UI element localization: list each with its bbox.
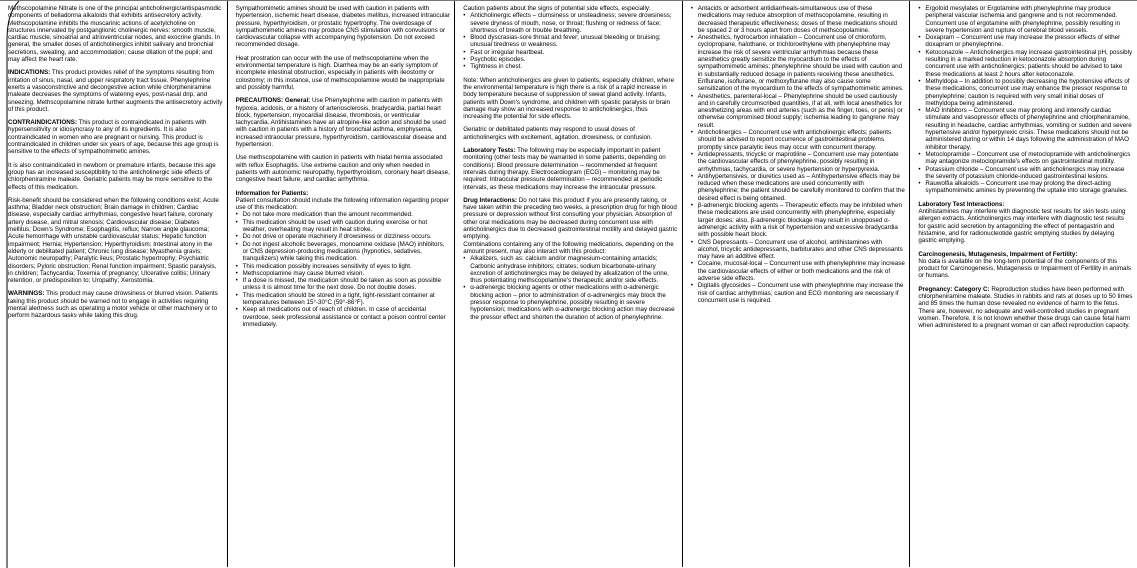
list-item: • This medication should be used with caution during exercise or hot weather, overheating may result in heat stroke. bbox=[236, 219, 451, 234]
list-item: • Metoclopramide – Concurrent use of metoclopramide with anticholinergics may antagonize metoclopramide's effects on gastrointestinal motility. bbox=[918, 151, 1133, 166]
text-column-4 bbox=[683, 1, 911, 567]
paragraph bbox=[463, 147, 678, 191]
list-item: • Rauwolfia alkaloids – Concurrent use may prolong the direct-acting sympathomimetic amines by preventing the uptake into storage granules. bbox=[918, 180, 1133, 195]
paragraph-text: This product is contraindicated in patients with hypersensitivity or idiosyncrasy to any of its ingredients. It is also contraindicated in women who are pregnant or nursing. This product is contraindicated in children under six years of age, because this age group is sensitive to the effects of sympathomimetic amines. bbox=[8, 119, 219, 156]
list-item: • Cocaine, mucosal-local – Concurrent use with phenylephrine may increase the cardiovascular effects of either or both medications and the risk of adverse side effects. bbox=[691, 260, 906, 282]
paragraph-text: Patient consultation should include the following information regarding proper use of this medication: bbox=[235, 196, 449, 212]
section-heading: INDICATIONS: bbox=[8, 69, 51, 77]
paragraph bbox=[8, 162, 223, 191]
list-item: • Methscopolamine may cause blurred vision. bbox=[236, 270, 451, 277]
section-heading: Laboratory Tests: bbox=[463, 147, 516, 155]
paragraph bbox=[8, 290, 223, 319]
bullet-list bbox=[918, 5, 1133, 195]
paragraph-text: The following may be especially important in patient monitoring (other tests may be warranted in some patients, depending on conditions): Blood pressure determination – recommended at frequent intervals during therapy. Electrocardiogram (ECG) – monitoring may be required: Intraocular pressure determination – recommended at periodic intervals, as these medications may increase the intraocular pressure. bbox=[463, 147, 666, 191]
list-item: • Doxapram – Concurrent use may increase the pressor effects of either doxapram or phenylephrine. bbox=[918, 34, 1133, 49]
list-item: • CNS Depressants – Concurrent use of alcohol, antihistamines with alcohol, tricyclic antidepressants, barbiturates and other CNS depressants may have an additive effect. bbox=[691, 239, 906, 261]
list-item: • If a dose is missed, the medication should be taken as soon as possible unless it is almost time for the next dose. Do not double doses. bbox=[236, 277, 451, 292]
list-item: • Tightness in chest. bbox=[463, 63, 678, 70]
paragraph-text: No data is available on the long-term potential of the components of this product for Carcinogenesis, Mutagenesis or Impairment of Fertility in animals or humans. bbox=[918, 257, 1131, 280]
list-item: • Antidepressants, tricyclic or maprotiline – Concurrent use may potentiate the cardiovascular effects of phenylephrine, possibly resulting in arrhythmias, tachycardia, or severe hypertension or hyperpyrexia. bbox=[691, 151, 906, 173]
paragraph-text: Sympathomimetic amines should be used with caution in patients with hypertension, ischemic heart disease, diabetes mellitus, increased intraocular pressure, hyperthyroidism, or prostatic hypertrophy. The overdosage of sympathomimetic amines may produce CNS stimulation with convulsions or cardiovascular collapse with accompanying hypotension. Do not exceed recommended dosage. bbox=[235, 5, 450, 49]
list-item: • Antihypertensives, or diuretics used as – Antihypertensive effects may be reduced when these medications are used concurrently with phenylephrine; the patient should be carefully monitored to confirm that the desired effect is being obtained. bbox=[691, 173, 906, 202]
section-heading: Laboratory Test Interactions: bbox=[918, 200, 1005, 208]
paragraph-text: Reproduction studies have been performed with chlorpheniramine maleate. Studies in rabbits and rats at doses up to 50 times and 85 times the human dose revealed no evidence of harm to the fetus. There are, however, no adequate and well-controlled studies in pregnant women. Therefore, it is not known whether these drugs can cause fetal harm when administered to a pregnant woman or can affect reproduction capacity. bbox=[918, 285, 1133, 330]
paragraph-text: Use methscopolamine with caution in patients with hiatal hernia associated with reflux Esophagitis. Use extreme caution and only when needed in patients with autonomic neuropathy, hyperthyroidism, coronary heart disease, congestive heart failure, and cardiac arrhythmia. bbox=[235, 154, 450, 184]
bullet-list bbox=[691, 5, 906, 304]
list-item: • Potassium chloride – Concurrent use with anticholinergics may increase the severity of potassium chloride-induced gastrointestinal lesions. bbox=[918, 166, 1133, 181]
text-column-1 bbox=[0, 1, 228, 567]
paragraph-text: This product provides relief of the symptoms resulting from irritation of sinus, nasal, and upper respiratory tract tissue. Phenylephrine exerts a vasoconstrictive and decongestive action while chlorpheniramine maleate decreases the symptoms of watering eyes, post-nasal drip, and sneezing. Methscopolamine nitrate further augments the antisecretory activity of this product. bbox=[8, 69, 223, 113]
list-item: • Anesthetics, hydrocarbon inhalation – Concurrent use of chloroform, cyclopropane, halothane, or trichloroethylene with phenylephrine may increase the risk of severe ventricular arrhythmias because these anesthetics greatly sensitize the myocardium to the effects of sympathomimetic amines; phenylephrine should be used with caution and in substantially reduced dosage in patients receiving these anesthetics. Enflurane, isoflurane, or methoxyflurane may also cause some sensitization of the myocardium to the effects of sympathomimetic amines. bbox=[691, 34, 906, 92]
paragraph-text: Note: When anticholinergics are given to patients, especially children, where the environmental temperature is high there is a risk of a rapid increase in body temperature because of suppression of sweat gland activity. Infants, patients with Down's syndrome, and children with spastic paralysis or brain damage may show an increased response to anticholinergics, thus increasing the potential for side effects. bbox=[463, 76, 675, 121]
section-heading: PRECAUTIONS: General: bbox=[235, 97, 311, 105]
paragraph bbox=[236, 154, 451, 183]
paragraph bbox=[918, 201, 1133, 245]
section-heading: Carcinogenesis, Mutagenesis, Impairment of Fertility: bbox=[918, 250, 1078, 258]
list-item: • β-adrenergic blocking agents – Therapeutic effects may be inhibited when these medications are used concurrently with phenylephrine, especially larger doses; also, β-adrenergic blockage may result in unopposed α-adrenergic activity with a risk of hypertension and excessive bradycardia with possible heart block. bbox=[691, 202, 906, 238]
paragraph-text: Methscopolamine Nitrate is one of the principal anticholinergic/antispasmodic components of belladonna alkaloids that exhibits antisecretory activity. Methscopolamine inhibits the muscarinic actions of acetylcholine on structures innervated by postganglionic cholinergic nerves: smooth muscle, cardiac muscle, sinoatrial and atrioventricular nodes, and exocrine glands. In general, the smaller doses of anticholinergics inhibit salivary and bronchial secretions, sweating, and accommodation; cause dilation of the pupil; and may affect the heart rate. bbox=[8, 5, 222, 64]
bullet-list bbox=[463, 12, 678, 70]
text-column-3 bbox=[455, 1, 683, 567]
paragraph bbox=[463, 5, 678, 12]
list-item: • Alkalizers, such as: calcium and/or magnesium-containing antacids; Carbonic anhydrase inhibitors; citrates; sodium bicarbonate-urinary excretion of anticholinergics may be delayed by alkalization of the urine, thus potentiating methscopolamine's therapeutic and/or side effects. bbox=[463, 255, 678, 284]
paragraph bbox=[8, 197, 223, 285]
list-item: • Digitalis glycosides – Concurrent use with phenylephrine may increase the risk of cardiac arrhythmias; caution and ECG monitoring are necessary if concurrent use is required. bbox=[691, 282, 906, 304]
paragraph bbox=[8, 119, 223, 155]
list-item: • Ketoconazole – Anticholinergics may increase gastrointestinal pH, possibly resulting in a marked reduction in ketoconazole absorption during concurrent use with anticholinergics; patients should be advised to take these medications at least 2 hours after ketoconazole. bbox=[918, 49, 1133, 78]
paragraph bbox=[236, 5, 451, 49]
list-item: • MAO Inhibitors – Concurrent use may prolong and intensify cardiac stimulate and vasopressor effects of phenylephrine and chlorpheniramine, resulting in headache, cardiac arrhythmias, vomiting or sudden and severe hypertensive and/or hyperpyrexic crisis. These medications should not be administered during or within 14 days following the administration of MAO inhibitor therapy. bbox=[918, 107, 1133, 151]
paragraph-text: Combinations containing any of the following medications, depending on the amount present, may also interact with this product: bbox=[463, 240, 674, 255]
paragraph-text: Caution patients about the signs of potential side effects, especially: bbox=[463, 5, 651, 12]
paragraph-text: Geriatric or debilitated patients may respond to usual doses of anticholinergics with excitement, agitation, drowsiness, or confusion. bbox=[463, 126, 653, 141]
section-heading: WARNINGS: bbox=[8, 290, 45, 298]
paragraph bbox=[918, 251, 1133, 280]
paragraph-text: Antihistamines may interfere with diagnostic test results for skin tests using allergen extracts. Anticholinergics may interfere with diagnostic test results for gastric acid secretion by antagonizing the effect of pentagastrin and histamine, and for radionucleotide gastric emptying studies by delaying gastric emptying. bbox=[918, 208, 1126, 245]
bullet-list bbox=[463, 255, 678, 321]
text-column-2 bbox=[228, 1, 456, 567]
paragraph bbox=[8, 5, 223, 63]
section-heading: CONTRAINDICATIONS: bbox=[8, 119, 77, 127]
list-item: • This medication should be stored in a tight, light-resistant container at temperatures between 15°-30°C (59°-86°F). bbox=[236, 292, 451, 307]
paragraph bbox=[236, 55, 451, 91]
list-item: • Do not drive or operate machinery if drowsiness or dizziness occurs. bbox=[236, 233, 451, 240]
text-column-5 bbox=[910, 1, 1137, 567]
list-item: • Ergoloid mesylates or Ergotamine with phenylephrine may produce peripheral vascular ischemia and gangrene and is not recommended. Concurrent use of ergotamine with phenylephrine, possibly resulting in severe hypertension and rupture of cerebral blood vessels. bbox=[918, 5, 1133, 34]
bullet-list bbox=[236, 211, 451, 328]
list-item: • Fast or irregular heartbeat. bbox=[463, 49, 678, 56]
paragraph-text: This product may cause drowsiness or blurred vision. Patients taking this product should be warned not to engage in activities requiring mental alertness such as operating a motor vehicle or other machinery or to perform hazardous tasks while taking this drug. bbox=[8, 290, 218, 320]
paragraph bbox=[236, 190, 451, 212]
list-item: • Anticholinergic effects – clumsiness or unsteadiness; severe drowsiness; severe dryness of mouth, nose, or throat; flushing or redness of face; shortness of breath or trouble breathing. bbox=[463, 12, 678, 34]
paragraph bbox=[236, 97, 451, 148]
list-item: • Do not ingest alcoholic beverages, monoamine oxidase (MAO) inhibitors, or CNS depression-producing medications (hypnotics, sedatives, tranquilizers) while taking this medication. bbox=[236, 241, 451, 263]
list-item: • Antacids or adsorbent antidiarrheals-simultaneous use of these medications may reduce absorption of methscopolamine, resulting in decreased therapeutic effectiveness; doses of these medications should be spaced 2 or 3 hours apart from doses of methscopolamine. bbox=[691, 5, 906, 34]
section-heading: Drug Interactions: bbox=[463, 196, 518, 204]
list-item: • Keep all medications out of reach of children. In case of accidental overdose, seek professional assistance or contact a poison control center immediately. bbox=[236, 306, 451, 328]
list-item: • Psychotic episodes. bbox=[463, 56, 678, 63]
list-item: • Anticholinergics – Concurrent use with anticholinergic effects; patients should be advised to report occurrence of gastrointestinal problems promptly since paralytic ileus may occur with concurrent therapy. bbox=[691, 129, 906, 151]
section-heading: Pregnancy: Category C: bbox=[918, 285, 990, 293]
list-item: • Blood dyscrasias-sore throat and fever; unusual bleeding or bruising; unusual tiredness or weakness. bbox=[463, 34, 678, 49]
paragraph-text: It is also contraindicated in newborn or premature infants, because this age group has an increased susceptibility to the anticholinergic side effects of chlorpheniramine maleate. Geriatric patients may be more sensitive to the effects of this medication. bbox=[8, 161, 216, 191]
paragraph-text: Use Phenylephrine with caution in patients with hypoxia, acidosis, or a history of arteriosclerosis, bradycardia, partial heart block, hypertension, myocardial disease, thrombosis, or ventricular tachycardia. Antihistamines have an atropine-like action and should be used with caution in patients with a history of bronchial asthma, emphysema, increased intraocular pressure, hyperthyroidism, cardiovascular disease and hypertension. bbox=[235, 97, 447, 149]
paragraph-text: Risk-benefit should be considered when the following conditions exist: Acute asthma; Bladder neck obstruction; Brain damage in children; Cardiac disease, especially cardiac arrhythmias, congestive heart failure, coronary artery disease, and mitral stenosis; Cardiovascular disease; Diabetes mellitus; Down's Syndrome; Esophagitis, reflux; Narrow angle glaucoma; Acute hemorrhage with unstable cardiovascular status; Hepatic function impairment; Hernia; Hypertension; Hyperthyroidism; Intestinal atony in the elderly or debilitated patient; Chronic lung disease; Myasthenia gravis; Autonomic neuropathy; Paralytic ileus; Prostatic hypertrophy; Psychiatric disorders; Pyloric obstruction; Renal function impairment; Spastic paralysis, in children; Tachycardia; Toxemia of pregnancy; Ulcerative colitis; Urinary retention, or predisposition to; Uropathy; Xerostomia. bbox=[8, 196, 219, 285]
paragraph bbox=[8, 69, 223, 113]
paragraph bbox=[463, 197, 678, 241]
paragraph-text: Heat prostration can occur with the use of methscopolamine when the environmental temperature is high. Diarrhea may be an early symptom of incomplete intestinal obstruction, especially in patients with ileostomy or colostomy; in this instance, use of methscopolamine would be inappropriate and possibly harmful. bbox=[235, 54, 445, 91]
paragraph bbox=[463, 241, 678, 256]
paragraph bbox=[463, 77, 678, 121]
section-heading: Information for Patients: bbox=[235, 189, 309, 197]
list-item: • Methyldopa – In addition to possibly decreasing the hypotensive effects of these medications, concurrent use may enhance the pressor response to phenylephrine; caution is required with very small initial doses of methyldopa being administered. bbox=[918, 78, 1133, 107]
paragraph-text: Do not take this product if you are presently taking, or have taken within the preceding two weeks, a prescription drug for high blood pressure or depression without first consulting your physician. Absorption of other oral medications may be decreased during concurrent use with anticholinergics due to decreased gastrointestinal motility and delayed gastric emptying. bbox=[463, 196, 678, 241]
paragraph bbox=[463, 126, 678, 141]
list-item: • Do not take more medication than the amount recommended. bbox=[236, 211, 451, 218]
list-item: • This medication possibly increases sensitivity of eyes to light. bbox=[236, 263, 451, 270]
list-item: • α-adrenergic blocking agents or other medications with α-adrenergic blocking action – prior to administration of α-adrenergics may block the pressor response to phenylephrine, possibly resulting in severe hypotension; medications with α-adrenergic blocking action may decrease the pressor effect and shorten the duration of action of phenylephrine. bbox=[463, 284, 678, 320]
paragraph bbox=[918, 286, 1133, 330]
list-item: • Anesthetics, parenteral-local – Phenylephrine should be used cautiously and in carefully circumscribed quantities, if at all, with local anesthetics for anesthetizing areas with end arteries (such as the finger, toes, or penis) or otherwise compromised blood supply; ischemia leading to gangrene may result. bbox=[691, 93, 906, 129]
